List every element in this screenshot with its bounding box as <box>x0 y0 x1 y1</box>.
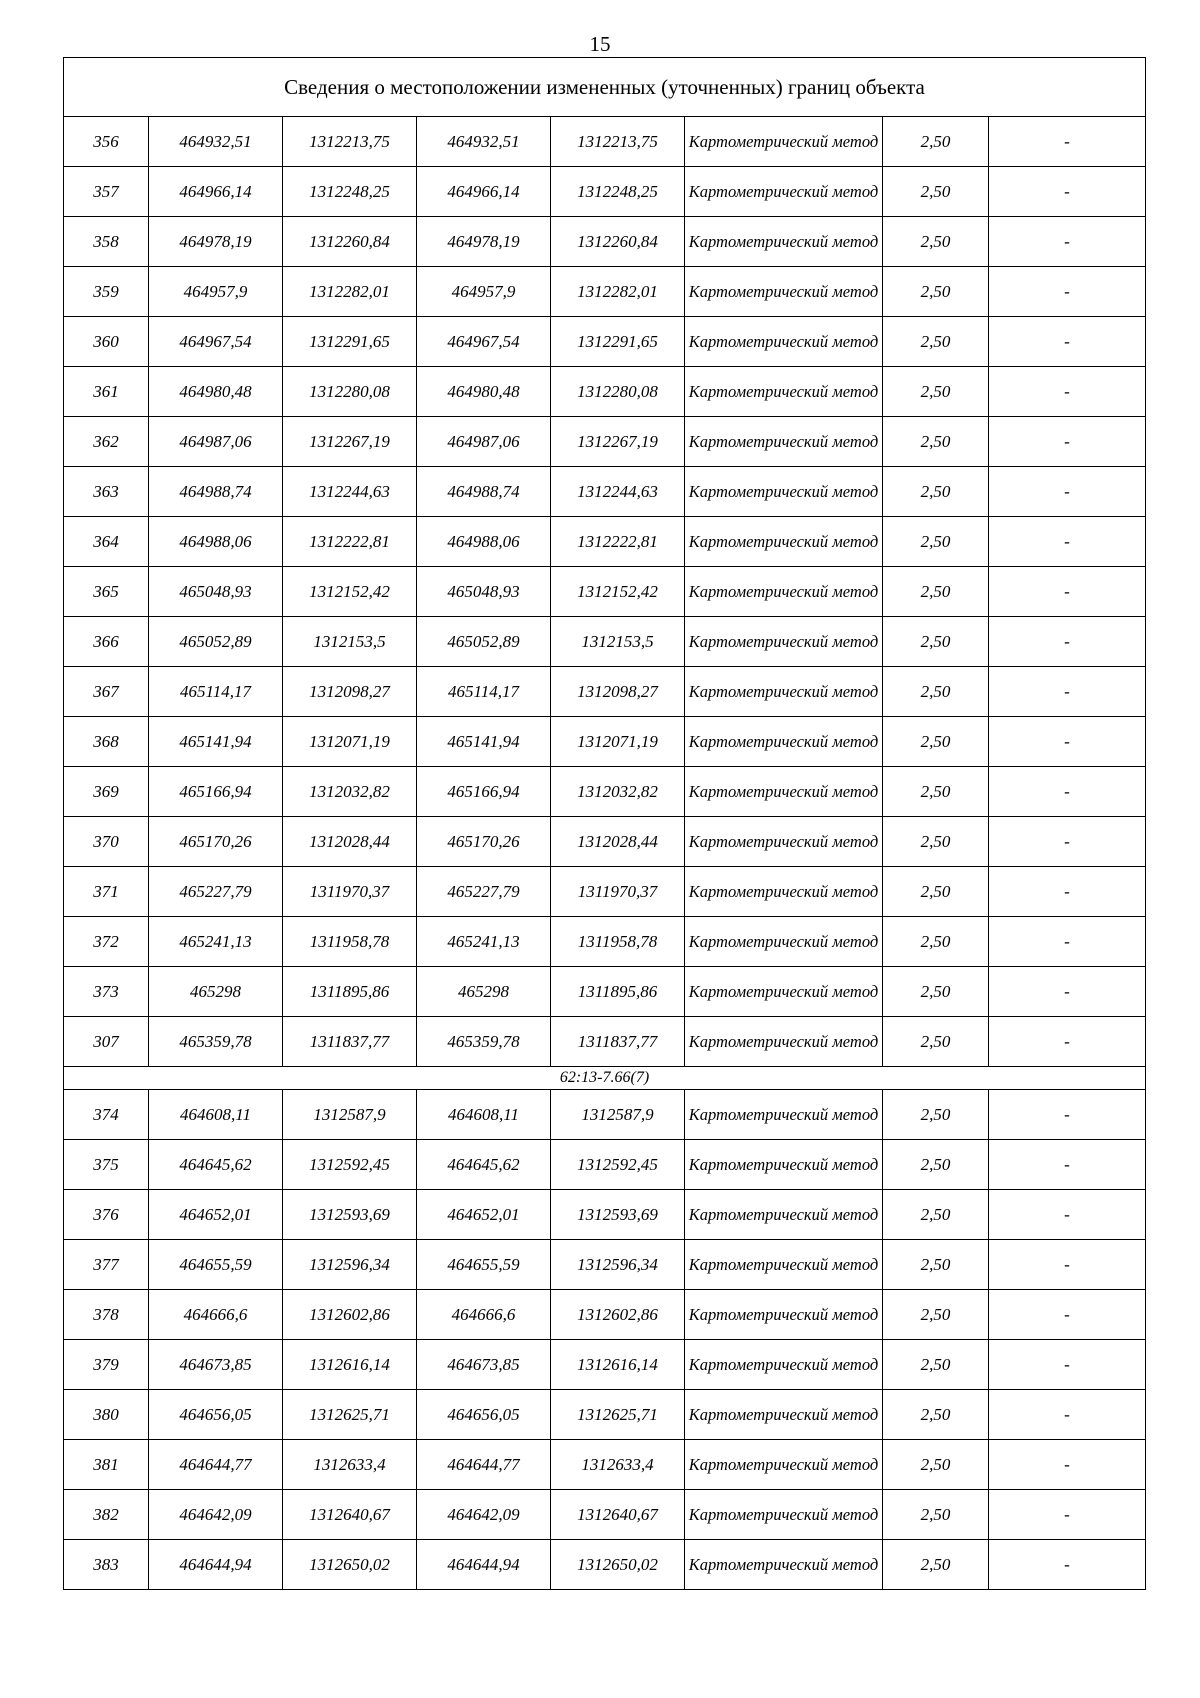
method-cell: Картометрический метод <box>685 1090 883 1140</box>
y-new-cell: 1312593,69 <box>551 1190 685 1240</box>
table-row <box>64 867 1146 917</box>
y-existing-cell: 1312640,67 <box>283 1490 417 1540</box>
x-existing-cell: 465241,13 <box>149 917 283 967</box>
x-new-cell: 464988,74 <box>417 467 551 517</box>
table-row <box>64 1140 1146 1190</box>
x-existing-cell: 464645,62 <box>149 1140 283 1190</box>
point-number-cell: 382 <box>64 1490 149 1540</box>
table-row <box>64 717 1146 767</box>
y-existing-cell: 1312248,25 <box>283 167 417 217</box>
y-existing-cell: 1311895,86 <box>283 967 417 1017</box>
x-existing-cell: 464656,05 <box>149 1390 283 1440</box>
accuracy-cell: 2,50 <box>883 417 989 467</box>
accuracy-cell: 2,50 <box>883 217 989 267</box>
accuracy-cell: 2,50 <box>883 1190 989 1240</box>
x-existing-cell: 465227,79 <box>149 867 283 917</box>
point-number-cell: 371 <box>64 867 149 917</box>
y-new-cell: 1312616,14 <box>551 1340 685 1390</box>
x-new-cell: 465052,89 <box>417 617 551 667</box>
y-new-cell: 1312260,84 <box>551 217 685 267</box>
method-cell: Картометрический метод <box>685 1017 883 1067</box>
accuracy-cell: 2,50 <box>883 1490 989 1540</box>
x-existing-cell: 464673,85 <box>149 1340 283 1390</box>
accuracy-cell: 2,50 <box>883 1390 989 1440</box>
x-existing-cell: 464666,6 <box>149 1290 283 1340</box>
y-new-cell: 1311958,78 <box>551 917 685 967</box>
table-row <box>64 267 1146 317</box>
point-number-cell: 307 <box>64 1017 149 1067</box>
y-new-cell: 1311895,86 <box>551 967 685 1017</box>
point-number-cell: 376 <box>64 1190 149 1240</box>
x-new-cell: 464967,54 <box>417 317 551 367</box>
description-cell: - <box>989 317 1146 367</box>
x-existing-cell: 464957,9 <box>149 267 283 317</box>
y-existing-cell: 1312587,9 <box>283 1090 417 1140</box>
description-cell: - <box>989 1140 1146 1190</box>
x-new-cell: 465227,79 <box>417 867 551 917</box>
accuracy-cell: 2,50 <box>883 1540 989 1590</box>
method-cell: Картометрический метод <box>685 1440 883 1490</box>
table-row <box>64 1340 1146 1390</box>
method-cell: Картометрический метод <box>685 1340 883 1390</box>
method-cell: Картометрический метод <box>685 817 883 867</box>
y-existing-cell: 1312213,75 <box>283 117 417 167</box>
description-cell: - <box>989 467 1146 517</box>
point-number-cell: 361 <box>64 367 149 417</box>
accuracy-cell: 2,50 <box>883 117 989 167</box>
y-existing-cell: 1312282,01 <box>283 267 417 317</box>
y-new-cell: 1312152,42 <box>551 567 685 617</box>
accuracy-cell: 2,50 <box>883 617 989 667</box>
accuracy-cell: 2,50 <box>883 1090 989 1140</box>
point-number-cell: 375 <box>64 1140 149 1190</box>
x-existing-cell: 464967,54 <box>149 317 283 367</box>
y-new-cell: 1312640,67 <box>551 1490 685 1540</box>
y-new-cell: 1312028,44 <box>551 817 685 867</box>
boundary-coordinates-table <box>63 57 1146 1590</box>
description-cell: - <box>989 767 1146 817</box>
x-existing-cell: 464642,09 <box>149 1490 283 1540</box>
table-row <box>64 417 1146 467</box>
table-row <box>64 617 1146 667</box>
description-cell: - <box>989 667 1146 717</box>
x-existing-cell: 465141,94 <box>149 717 283 767</box>
x-existing-cell: 464988,06 <box>149 517 283 567</box>
x-existing-cell: 464644,94 <box>149 1540 283 1590</box>
x-new-cell: 464645,62 <box>417 1140 551 1190</box>
accuracy-cell: 2,50 <box>883 1340 989 1390</box>
y-new-cell: 1312267,19 <box>551 417 685 467</box>
table-title: Сведения о местоположении измененных (уточненных) границ объекта <box>64 58 1146 117</box>
method-cell: Картометрический метод <box>685 367 883 417</box>
section-header-row <box>64 1067 1146 1090</box>
y-existing-cell: 1312291,65 <box>283 317 417 367</box>
y-existing-cell: 1312602,86 <box>283 1290 417 1340</box>
section-label: 62:13-7.66(7) <box>64 1067 1146 1090</box>
x-new-cell: 464666,6 <box>417 1290 551 1340</box>
accuracy-cell: 2,50 <box>883 167 989 217</box>
y-existing-cell: 1312222,81 <box>283 517 417 567</box>
x-existing-cell: 465114,17 <box>149 667 283 717</box>
description-cell: - <box>989 117 1146 167</box>
y-existing-cell: 1312280,08 <box>283 367 417 417</box>
method-cell: Картометрический метод <box>685 867 883 917</box>
x-existing-cell: 464932,51 <box>149 117 283 167</box>
y-existing-cell: 1312028,44 <box>283 817 417 867</box>
y-existing-cell: 1312596,34 <box>283 1240 417 1290</box>
accuracy-cell: 2,50 <box>883 517 989 567</box>
method-cell: Картометрический метод <box>685 767 883 817</box>
table-row <box>64 1540 1146 1590</box>
point-number-cell: 364 <box>64 517 149 567</box>
point-number-cell: 380 <box>64 1390 149 1440</box>
method-cell: Картометрический метод <box>685 1540 883 1590</box>
table-row <box>64 767 1146 817</box>
description-cell: - <box>989 1090 1146 1140</box>
y-new-cell: 1312587,9 <box>551 1090 685 1140</box>
point-number-cell: 357 <box>64 167 149 217</box>
table-row <box>64 217 1146 267</box>
y-new-cell: 1312280,08 <box>551 367 685 417</box>
y-existing-cell: 1312592,45 <box>283 1140 417 1190</box>
x-existing-cell: 465359,78 <box>149 1017 283 1067</box>
table-row <box>64 467 1146 517</box>
table-row <box>64 117 1146 167</box>
y-existing-cell: 1311958,78 <box>283 917 417 967</box>
x-new-cell: 465170,26 <box>417 817 551 867</box>
description-cell: - <box>989 717 1146 767</box>
description-cell: - <box>989 1490 1146 1540</box>
accuracy-cell: 2,50 <box>883 967 989 1017</box>
x-new-cell: 464644,94 <box>417 1540 551 1590</box>
y-new-cell: 1312596,34 <box>551 1240 685 1290</box>
table-row <box>64 1490 1146 1540</box>
x-new-cell: 464642,09 <box>417 1490 551 1540</box>
point-number-cell: 356 <box>64 117 149 167</box>
table-row <box>64 1090 1146 1140</box>
x-new-cell: 464957,9 <box>417 267 551 317</box>
x-existing-cell: 464980,48 <box>149 367 283 417</box>
x-new-cell: 464655,59 <box>417 1240 551 1290</box>
point-number-cell: 374 <box>64 1090 149 1140</box>
y-existing-cell: 1312071,19 <box>283 717 417 767</box>
x-new-cell: 465048,93 <box>417 567 551 617</box>
method-cell: Картометрический метод <box>685 1390 883 1440</box>
y-existing-cell: 1312152,42 <box>283 567 417 617</box>
method-cell: Картометрический метод <box>685 467 883 517</box>
method-cell: Картометрический метод <box>685 617 883 667</box>
method-cell: Картометрический метод <box>685 917 883 967</box>
y-new-cell: 1312222,81 <box>551 517 685 567</box>
table-row <box>64 967 1146 1017</box>
x-existing-cell: 464644,77 <box>149 1440 283 1490</box>
x-new-cell: 465359,78 <box>417 1017 551 1067</box>
description-cell: - <box>989 1017 1146 1067</box>
y-existing-cell: 1312098,27 <box>283 667 417 717</box>
method-cell: Картометрический метод <box>685 1140 883 1190</box>
x-new-cell: 464656,05 <box>417 1390 551 1440</box>
point-number-cell: 360 <box>64 317 149 367</box>
point-number-cell: 366 <box>64 617 149 667</box>
table-row <box>64 667 1146 717</box>
x-new-cell: 464644,77 <box>417 1440 551 1490</box>
x-new-cell: 465298 <box>417 967 551 1017</box>
table-row <box>64 1017 1146 1067</box>
x-new-cell: 465114,17 <box>417 667 551 717</box>
table-header-row <box>64 58 1146 117</box>
x-new-cell: 464673,85 <box>417 1340 551 1390</box>
method-cell: Картометрический метод <box>685 717 883 767</box>
accuracy-cell: 2,50 <box>883 917 989 967</box>
y-new-cell: 1312592,45 <box>551 1140 685 1190</box>
point-number-cell: 363 <box>64 467 149 517</box>
x-existing-cell: 465052,89 <box>149 617 283 667</box>
y-new-cell: 1312153,5 <box>551 617 685 667</box>
x-new-cell: 465141,94 <box>417 717 551 767</box>
x-new-cell: 464987,06 <box>417 417 551 467</box>
x-new-cell: 464932,51 <box>417 117 551 167</box>
method-cell: Картометрический метод <box>685 1240 883 1290</box>
accuracy-cell: 2,50 <box>883 867 989 917</box>
y-new-cell: 1312248,25 <box>551 167 685 217</box>
description-cell: - <box>989 617 1146 667</box>
method-cell: Картометрический метод <box>685 417 883 467</box>
description-cell: - <box>989 1390 1146 1440</box>
table-row <box>64 567 1146 617</box>
method-cell: Картометрический метод <box>685 967 883 1017</box>
table-row <box>64 917 1146 967</box>
y-new-cell: 1312625,71 <box>551 1390 685 1440</box>
y-new-cell: 1312602,86 <box>551 1290 685 1340</box>
point-number-cell: 369 <box>64 767 149 817</box>
x-existing-cell: 464987,06 <box>149 417 283 467</box>
point-number-cell: 358 <box>64 217 149 267</box>
description-cell: - <box>989 817 1146 867</box>
table-row <box>64 167 1146 217</box>
method-cell: Картометрический метод <box>685 1290 883 1340</box>
description-cell: - <box>989 367 1146 417</box>
point-number-cell: 381 <box>64 1440 149 1490</box>
table-row <box>64 1290 1146 1340</box>
method-cell: Картометрический метод <box>685 217 883 267</box>
point-number-cell: 383 <box>64 1540 149 1590</box>
description-cell: - <box>989 1240 1146 1290</box>
method-cell: Картометрический метод <box>685 1490 883 1540</box>
point-number-cell: 373 <box>64 967 149 1017</box>
accuracy-cell: 2,50 <box>883 317 989 367</box>
table-row <box>64 517 1146 567</box>
x-new-cell: 465241,13 <box>417 917 551 967</box>
point-number-cell: 365 <box>64 567 149 617</box>
description-cell: - <box>989 1540 1146 1590</box>
x-new-cell: 464980,48 <box>417 367 551 417</box>
x-new-cell: 465166,94 <box>417 767 551 817</box>
y-new-cell: 1312032,82 <box>551 767 685 817</box>
y-new-cell: 1311970,37 <box>551 867 685 917</box>
accuracy-cell: 2,50 <box>883 1017 989 1067</box>
accuracy-cell: 2,50 <box>883 567 989 617</box>
description-cell: - <box>989 917 1146 967</box>
description-cell: - <box>989 267 1146 317</box>
point-number-cell: 370 <box>64 817 149 867</box>
x-new-cell: 464608,11 <box>417 1090 551 1140</box>
y-existing-cell: 1312153,5 <box>283 617 417 667</box>
description-cell: - <box>989 1290 1146 1340</box>
point-number-cell: 367 <box>64 667 149 717</box>
description-cell: - <box>989 417 1146 467</box>
method-cell: Картометрический метод <box>685 117 883 167</box>
point-number-cell: 378 <box>64 1290 149 1340</box>
point-number-cell: 377 <box>64 1240 149 1290</box>
y-existing-cell: 1312593,69 <box>283 1190 417 1240</box>
y-existing-cell: 1312650,02 <box>283 1540 417 1590</box>
x-existing-cell: 465048,93 <box>149 567 283 617</box>
description-cell: - <box>989 1340 1146 1390</box>
description-cell: - <box>989 967 1146 1017</box>
y-existing-cell: 1312616,14 <box>283 1340 417 1390</box>
description-cell: - <box>989 217 1146 267</box>
x-existing-cell: 464988,74 <box>149 467 283 517</box>
method-cell: Картометрический метод <box>685 517 883 567</box>
table-row <box>64 367 1146 417</box>
table-row <box>64 1240 1146 1290</box>
x-new-cell: 464652,01 <box>417 1190 551 1240</box>
accuracy-cell: 2,50 <box>883 717 989 767</box>
x-existing-cell: 465166,94 <box>149 767 283 817</box>
method-cell: Картометрический метод <box>685 317 883 367</box>
y-existing-cell: 1312032,82 <box>283 767 417 817</box>
accuracy-cell: 2,50 <box>883 767 989 817</box>
accuracy-cell: 2,50 <box>883 667 989 717</box>
accuracy-cell: 2,50 <box>883 1240 989 1290</box>
accuracy-cell: 2,50 <box>883 467 989 517</box>
description-cell: - <box>989 167 1146 217</box>
y-new-cell: 1312650,02 <box>551 1540 685 1590</box>
y-new-cell: 1312244,63 <box>551 467 685 517</box>
description-cell: - <box>989 517 1146 567</box>
table-row <box>64 1440 1146 1490</box>
y-existing-cell: 1312244,63 <box>283 467 417 517</box>
y-new-cell: 1312098,27 <box>551 667 685 717</box>
accuracy-cell: 2,50 <box>883 1290 989 1340</box>
y-existing-cell: 1312633,4 <box>283 1440 417 1490</box>
x-new-cell: 464966,14 <box>417 167 551 217</box>
accuracy-cell: 2,50 <box>883 817 989 867</box>
x-existing-cell: 464978,19 <box>149 217 283 267</box>
description-cell: - <box>989 1440 1146 1490</box>
y-existing-cell: 1312267,19 <box>283 417 417 467</box>
y-existing-cell: 1312260,84 <box>283 217 417 267</box>
x-existing-cell: 464652,01 <box>149 1190 283 1240</box>
point-number-cell: 359 <box>64 267 149 317</box>
table-row <box>64 1390 1146 1440</box>
method-cell: Картометрический метод <box>685 267 883 317</box>
y-new-cell: 1312633,4 <box>551 1440 685 1490</box>
x-existing-cell: 464966,14 <box>149 167 283 217</box>
method-cell: Картометрический метод <box>685 1190 883 1240</box>
accuracy-cell: 2,50 <box>883 1140 989 1190</box>
x-existing-cell: 465170,26 <box>149 817 283 867</box>
x-existing-cell: 465298 <box>149 967 283 1017</box>
point-number-cell: 368 <box>64 717 149 767</box>
y-new-cell: 1312213,75 <box>551 117 685 167</box>
y-new-cell: 1312291,65 <box>551 317 685 367</box>
table-row <box>64 1190 1146 1240</box>
x-new-cell: 464978,19 <box>417 217 551 267</box>
accuracy-cell: 2,50 <box>883 1440 989 1490</box>
x-new-cell: 464988,06 <box>417 517 551 567</box>
description-cell: - <box>989 867 1146 917</box>
y-new-cell: 1312071,19 <box>551 717 685 767</box>
method-cell: Картометрический метод <box>685 567 883 617</box>
x-existing-cell: 464608,11 <box>149 1090 283 1140</box>
table-body <box>64 117 1146 1590</box>
y-new-cell: 1312282,01 <box>551 267 685 317</box>
y-existing-cell: 1311837,77 <box>283 1017 417 1067</box>
x-existing-cell: 464655,59 <box>149 1240 283 1290</box>
y-new-cell: 1311837,77 <box>551 1017 685 1067</box>
y-existing-cell: 1312625,71 <box>283 1390 417 1440</box>
accuracy-cell: 2,50 <box>883 367 989 417</box>
table-row <box>64 817 1146 867</box>
point-number-cell: 372 <box>64 917 149 967</box>
page-number: 15 <box>589 32 611 56</box>
accuracy-cell: 2,50 <box>883 267 989 317</box>
y-existing-cell: 1311970,37 <box>283 867 417 917</box>
description-cell: - <box>989 567 1146 617</box>
point-number-cell: 379 <box>64 1340 149 1390</box>
point-number-cell: 362 <box>64 417 149 467</box>
description-cell: - <box>989 1190 1146 1240</box>
table-row <box>64 317 1146 367</box>
method-cell: Картометрический метод <box>685 667 883 717</box>
method-cell: Картометрический метод <box>685 167 883 217</box>
